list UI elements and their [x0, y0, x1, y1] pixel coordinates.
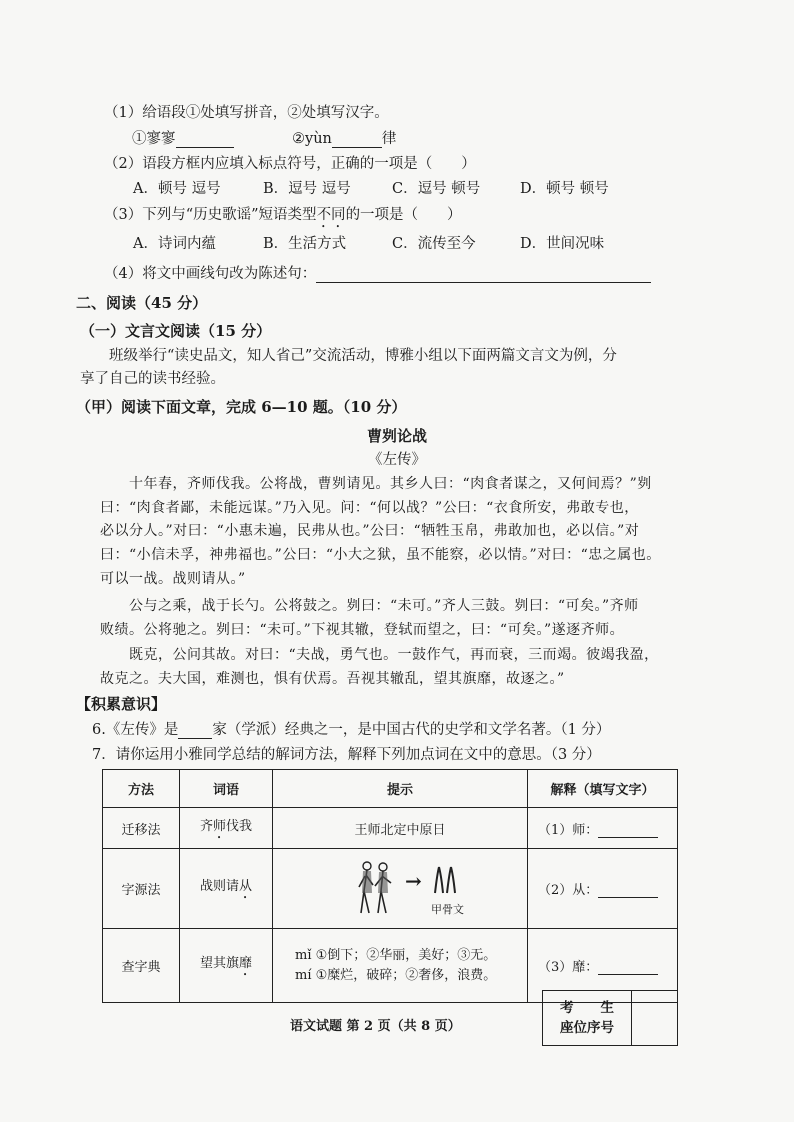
method-table: [102, 769, 678, 1003]
question-6: 6.《左传》是 家（学派）经典之一，是中国古代的史学和文学名著。（1 分）: [92, 722, 611, 738]
q5-sub2-option-c[interactable]: C．逗号 顿号: [392, 181, 481, 197]
table-header: 解释（填写文字）: [528, 770, 678, 808]
arrow-right-icon: →: [405, 868, 422, 893]
passage-title: 曹刿论战: [366, 427, 427, 445]
intro-line-2: 享了自己的读书经验。: [80, 371, 225, 387]
table-row: [103, 849, 678, 929]
word-cell: 齐师伐我: [180, 808, 273, 849]
passage-line: 曰：“肉食者鄙，未能远谋。”乃入见。问：“何以战？”公曰：“衣食所安，弗敢专也，: [100, 500, 639, 516]
seat-number-box: [542, 990, 678, 1046]
subsection-heading: （一）文言文阅读（15 分）: [80, 322, 272, 340]
dictionary-entry: mí ①糜烂，破碎；②奢侈，浪费。: [295, 967, 497, 983]
answer-blank[interactable]: [176, 133, 234, 148]
table-row: [103, 808, 678, 849]
q5-sub2-option-d[interactable]: D．顿号 顿号: [520, 181, 609, 197]
method-cell: 字源法: [103, 849, 180, 929]
table-header-row: [103, 770, 678, 808]
seat-label-line1: 考 生: [560, 1000, 614, 1016]
seat-number-field[interactable]: [632, 991, 677, 1045]
passage-line: 曰：“小信未孚，神弗福也。”公曰：“小大之狱，虽不能察，必以情。”对曰：“忠之属也。: [100, 547, 661, 563]
answer-blank[interactable]: [178, 724, 212, 739]
word-cell: 望其旗靡: [180, 929, 273, 1003]
seat-label-line2: 座位序号: [560, 1020, 614, 1036]
q5-sub3-option-a[interactable]: A．诗词内蕴: [133, 236, 216, 252]
q5-sub1-a: ①寥寥: [132, 130, 234, 148]
answer-blank[interactable]: [598, 883, 658, 898]
accumulation-heading: 【积累意识】: [76, 695, 167, 713]
passage-line: 败绩。公将驰之。刿曰：“未可。”下视其辙，登轼而望之，曰：“可矣。”遂逐齐师。: [100, 622, 625, 638]
method-cell: 迁移法: [103, 808, 180, 849]
table-header: 方法: [103, 770, 180, 808]
passage-line: 可以一战。战则请从。”: [100, 571, 246, 587]
q5-sub2-option-b[interactable]: B．逗号 逗号: [263, 181, 351, 197]
table-header: 提示: [273, 770, 528, 808]
method-cell: 查字典: [103, 929, 180, 1003]
q5-sub3-option-d[interactable]: D．世间况味: [520, 236, 605, 252]
q5-sub3-option-b[interactable]: B．生活方式: [263, 236, 347, 252]
table-header: 词语: [180, 770, 273, 808]
passage-line: 十年春，齐师伐我。公将战，曹刿请见。其乡人曰：“肉食者谋之，又何间焉？”刿: [100, 476, 652, 492]
q5-sub3: （3）下列与“历史歌谣”短语类型不同的一项是（ ）: [104, 207, 462, 223]
oracle-bone-glyph-icon: [433, 863, 463, 897]
q5-sub2: （2）语段方框内应填入标点符号，正确的一项是（ ）: [104, 156, 476, 172]
hint-cell: [273, 849, 528, 929]
oracle-bone-caption: 甲骨文: [431, 902, 464, 916]
word-cell: 战则请从: [180, 849, 273, 929]
answer-blank[interactable]: [598, 823, 658, 838]
page-number: 语文试题 第 2 页（共 8 页）: [290, 1019, 461, 1034]
hint-cell: 王师北定中原日: [273, 808, 528, 849]
answer-blank[interactable]: [598, 960, 658, 975]
q5-sub1-b: ②yùn 律: [292, 131, 397, 147]
passage-line: 故克之。夫大国，难测也，惧有伏焉。吾视其辙乱，望其旗靡，故逐之。”: [100, 671, 565, 687]
explain-cell: （1）师：: [528, 808, 678, 849]
dictionary-entry: mǐ ①倒下；②华丽，美好；③无。: [295, 947, 497, 963]
q5-sub4: （4）将文中画线句改为陈述句：: [104, 265, 651, 283]
question-7: 7．请你运用小雅同学总结的解词方法，解释下列加点词在文中的意思。（3 分）: [92, 747, 601, 763]
q5-sub3-option-c[interactable]: C．流传至今: [392, 236, 476, 252]
explain-cell: （3）靡：: [528, 929, 678, 1003]
answer-blank[interactable]: [316, 268, 651, 283]
passage-line: 既克，公问其故。对曰：“夫战，勇气也。一鼓作气，再而衰，三而竭。彼竭我盈，: [100, 647, 659, 663]
passage-line: 公与之乘，战于长勺。公将鼓之。刿曰：“未可。”齐人三鼓。刿曰：“可矣。”齐师: [100, 598, 639, 614]
two-people-illustration-icon: [351, 859, 399, 917]
section-heading: 二、阅读（45 分）: [76, 294, 208, 312]
intro-line-1: 班级举行“读史品文，知人省己”交流活动，博雅小组以下面两篇文言文为例，分: [80, 348, 617, 364]
hint-cell: [273, 929, 528, 1003]
explain-cell: （2）从：: [528, 849, 678, 929]
q5-sub2-option-a[interactable]: A．顿号 逗号: [133, 181, 221, 197]
passage-line: 必以分人。”对曰：“小惠未遍，民弗从也。”公曰：“牺牲玉帛，弗敢加也，必以信。”对: [100, 523, 640, 539]
q5-sub1: （1）给语段①处填写拼音，②处填写汉字。: [104, 105, 389, 121]
passage-instructions: （甲）阅读下面文章，完成 6—10 题。（10 分）: [76, 398, 407, 416]
answer-blank[interactable]: [332, 133, 382, 148]
passage-source: 《左传》: [368, 452, 426, 468]
